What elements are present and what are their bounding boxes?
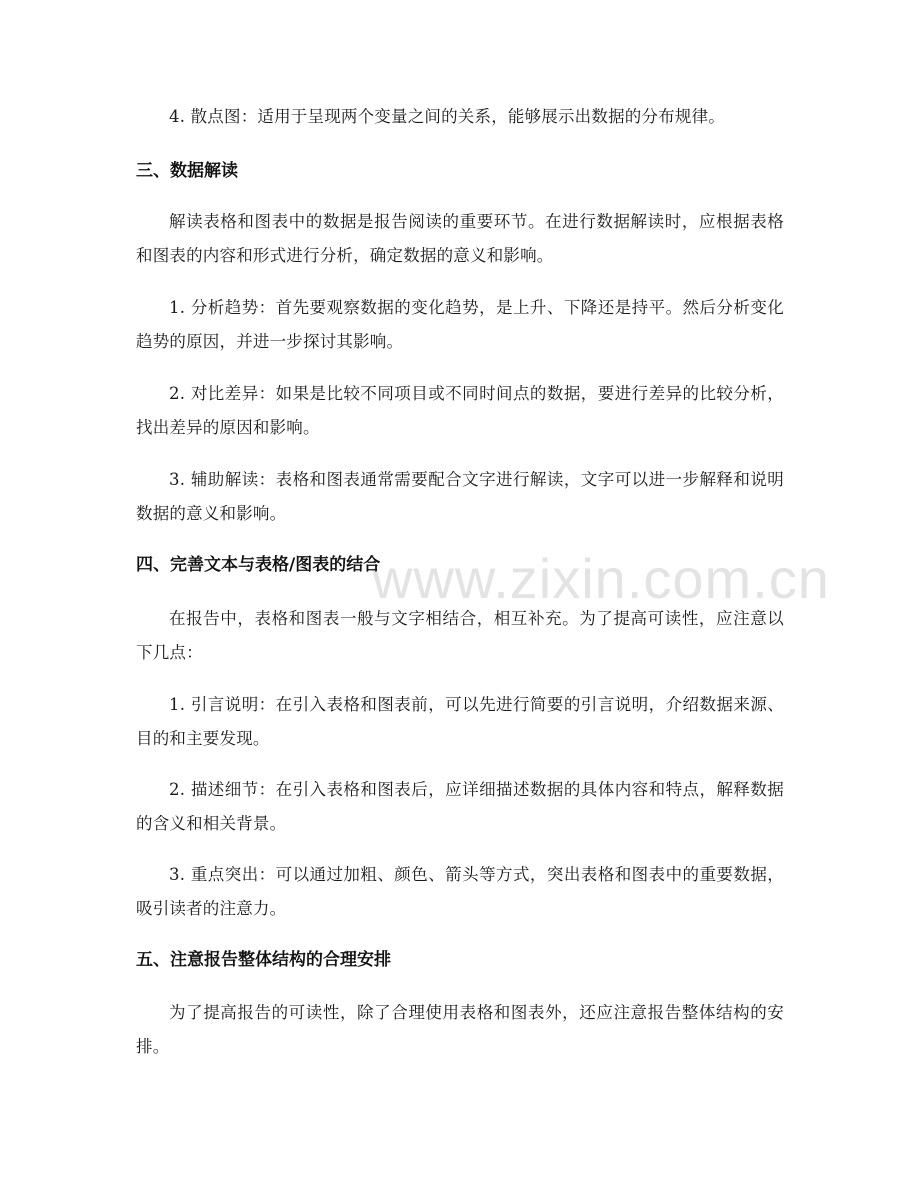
paragraph-auxiliary-interpretation: 3. 辅助解读：表格和图表通常需要配合文字进行解读，文字可以进一步解释和说明数据的意义和影响。 [136, 470, 784, 523]
paragraph-highlight-key-points: 3. 重点突出：可以通过加粗、颜色、箭头等方式，突出表格和图表中的重要数据，吸引读者的注意力。 [136, 865, 784, 918]
paragraph-compare-difference: 2. 对比差异：如果是比较不同项目或不同时间点的数据，要进行差异的比较分析，找出差异的原因和影响。 [136, 384, 784, 437]
watermark: www.zixin.com.cn [372, 547, 830, 610]
paragraph-intro-note: 1. 引言说明：在引入表格和图表前，可以先进行简要的引言说明，介绍数据来源、目的和主要发现。 [136, 695, 784, 748]
paragraph-describe-detail: 2. 描述细节：在引入表格和图表后，应详细描述数据的具体内容和特点，解释数据的含义和相关背景。 [136, 780, 784, 833]
paragraph-scatter-chart: 4. 散点图：适用于呈现两个变量之间的关系，能够展示出数据的分布规律。 [169, 107, 725, 126]
paragraph-combination-intro: 在报告中，表格和图表一般与文字相结合，相互补充。为了提高可读性，应注意以下几点： [136, 609, 784, 662]
paragraph-analyze-trend: 1. 分析趋势：首先要观察数据的变化趋势，是上升、下降还是持平。然后分析变化趋势的原因，并进一步探讨其影响。 [136, 298, 784, 351]
paragraph-structure-intro: 为了提高报告的可读性，除了合理使用表格和图表外，还应注意报告整体结构的安排。 [136, 1003, 784, 1056]
paragraph-interpretation-intro: 解读表格和图表中的数据是报告阅读的重要环节。在进行数据解读时，应根据表格和图表的内容和形式进行分析，确定数据的意义和影响。 [136, 212, 784, 265]
section-heading-overall-structure: 五、注意报告整体结构的合理安排 [136, 950, 391, 970]
section-heading-data-interpretation: 三、数据解读 [136, 161, 238, 181]
section-heading-text-chart-combination: 四、完善文本与表格/图表的结合 [136, 555, 381, 575]
